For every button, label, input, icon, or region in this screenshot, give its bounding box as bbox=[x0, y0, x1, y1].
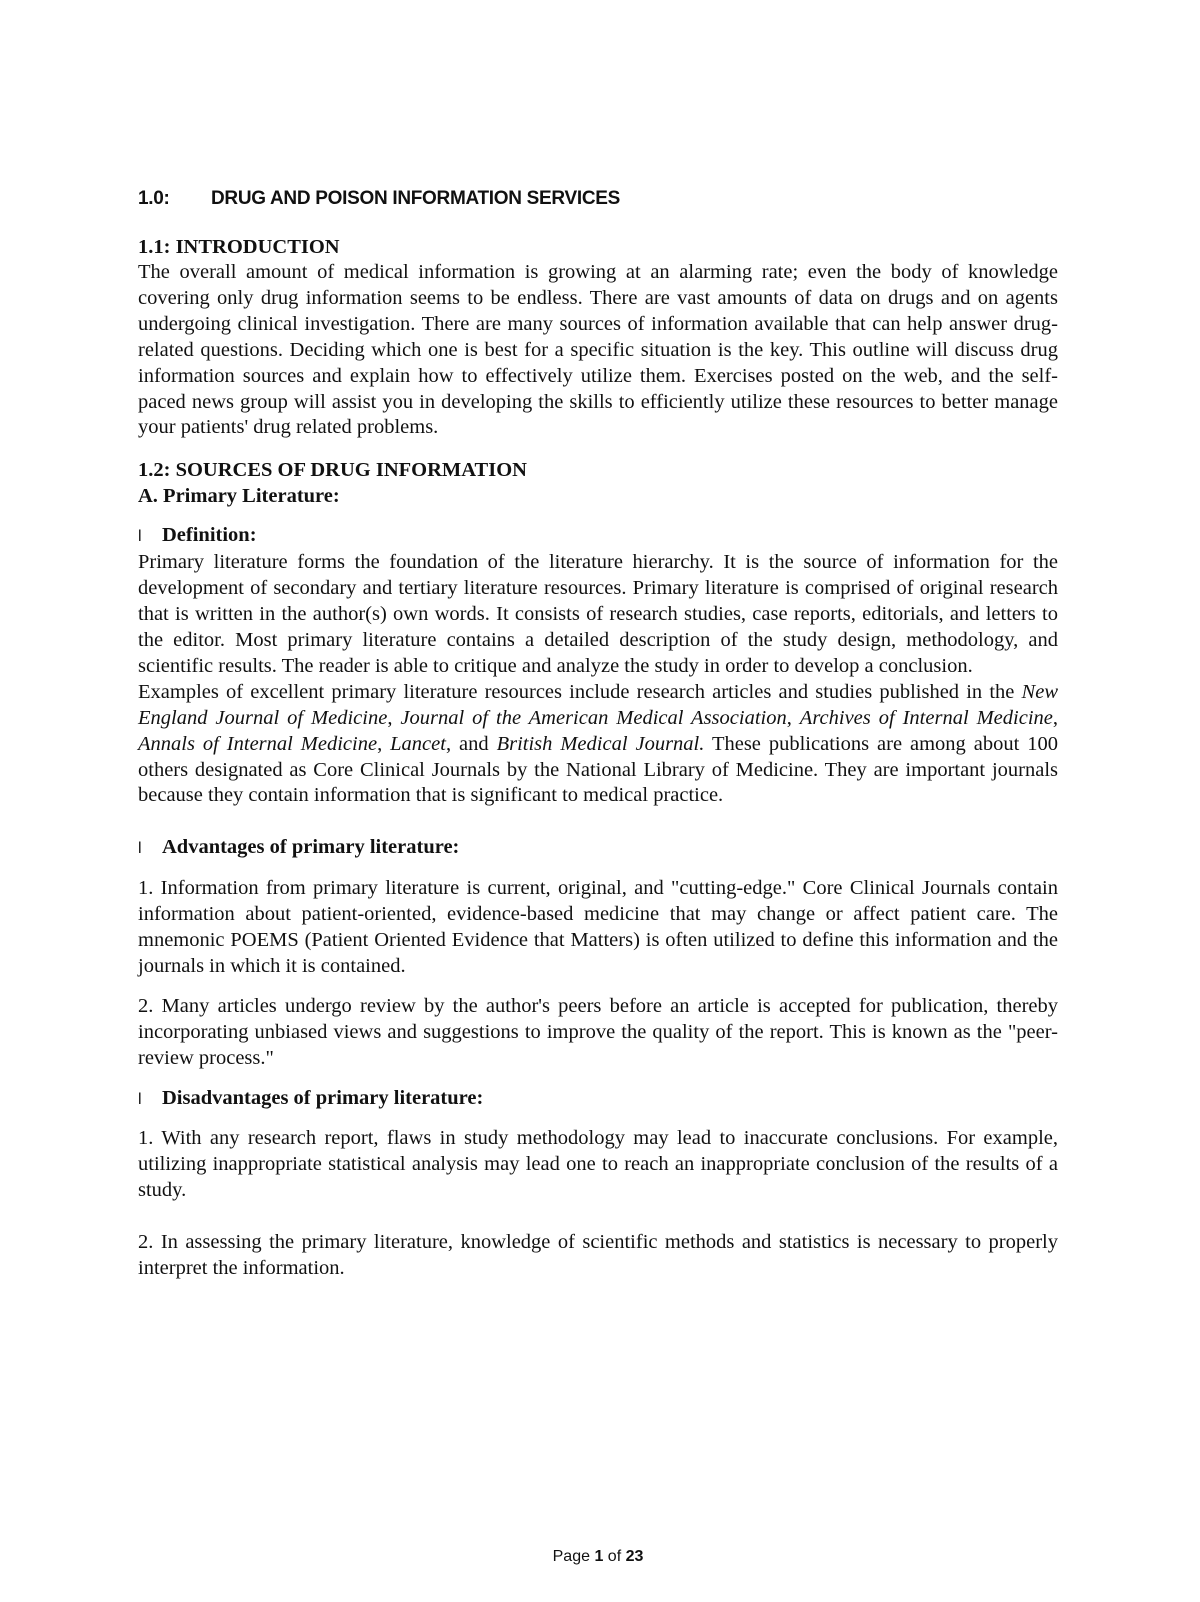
examples-intro: Examples of excellent primary literature resources include research articles and studies published in the bbox=[138, 680, 1022, 703]
advantages-heading bbox=[138, 835, 1058, 862]
separator: , and bbox=[445, 732, 497, 755]
primary-literature-subheading: A. Primary Literature: bbox=[138, 485, 340, 508]
journal-nejm: New England Journal of Medicine bbox=[138, 680, 1058, 729]
examples-paragraph bbox=[138, 680, 1058, 810]
definition-label: Definition: bbox=[162, 524, 257, 547]
journal-bmj: British Medical Journal. bbox=[496, 732, 705, 755]
document-body bbox=[138, 234, 1058, 1282]
intro-paragraph: The overall amount of medical information is growing at an alarming rate; even the body of knowledge covering only drug information seems to be endless. There are vast amounts of data on drugs and on agents undergoing clinical investigation. There are many sources of information available that can help answer drug-related questions. Deciding which one is best for a specific situation is the key. This outline will discuss drug information sources and explain how to effectively utilize them. Exercises posted on the web, and the self-paced news group will assist you in developing the skills to efficiently utilize these resources to better manage your patients' drug related problems. bbox=[138, 261, 1058, 439]
separator: , bbox=[1052, 706, 1058, 729]
advantages-label: Advantages of primary literature: bbox=[162, 836, 460, 859]
disadvantage-item-2: 2. In assessing the primary literature, knowledge of scientific methods and statistics is necessary to properly interpret the information. bbox=[138, 1231, 1058, 1280]
journal-jama: Journal of the American Medical Association bbox=[400, 706, 787, 729]
journal-annals: Annals of Internal Medicine bbox=[138, 732, 378, 755]
document-page bbox=[138, 0, 1058, 1602]
page-of: of bbox=[603, 1548, 626, 1565]
advantage-item-1: 1. Information from primary literature is current, original, and "cutting-edge." Core Clinical Journals contain information about patient-oriented, evidence-based medicine that may change or affect patient care. The mnemonic POEMS (Patient Oriented Evidence that Matters) is often utilized to define this information and the journals in which it is contained. bbox=[138, 877, 1058, 977]
chapter-title-text: DRUG AND POISON INFORMATION SERVICES bbox=[211, 188, 620, 209]
definition-heading bbox=[138, 523, 1058, 550]
bullet-icon: l bbox=[138, 1090, 142, 1108]
chapter-number: 1.0: bbox=[138, 188, 170, 209]
journal-archives: Archives of Internal Medicine bbox=[799, 706, 1053, 729]
bullet-icon: l bbox=[138, 840, 142, 858]
examples-outro: These publications are among about 100 others designated as Core Clinical Journals by the National Library of Medicine. They are important journals because they contain information that is significant to medical practice. bbox=[138, 732, 1058, 807]
disadvantage-item-1: 1. With any research report, flaws in study methodology may lead to inaccurate conclusions. For example, utilizing inappropriate statistical analysis may lead one to reach an inappropriate conclusion of the results of a study. bbox=[138, 1127, 1058, 1202]
page-footer bbox=[138, 1548, 1058, 1566]
advantage-item-2: 2. Many articles undergo review by the author's peers before an article is accepted for publication, thereby incorporating unbiased views and suggestions to improve the quality of the report. This is known as the "peer-review process." bbox=[138, 994, 1058, 1069]
bullet-icon: l bbox=[138, 528, 142, 546]
separator: , bbox=[387, 706, 401, 729]
page-total: 23 bbox=[625, 1548, 644, 1565]
disadvantages-label: Disadvantages of primary literature: bbox=[162, 1086, 484, 1109]
chapter-title bbox=[138, 188, 620, 210]
page-current: 1 bbox=[594, 1548, 604, 1565]
definition-paragraph: Primary literature forms the foundation of the literature hierarchy. It is the source of information for the development of secondary and tertiary literature resources. Primary literature is comprised of original research that is written in the author(s) own words. It consists of research studies, case reports, editorials, and letters to the editor. Most primary literature contains a detailed description of the study design, methodology, and scientific results. The reader is able to critique and analyze the study in order to develop a conclusion. bbox=[138, 551, 1058, 677]
separator: , bbox=[786, 706, 800, 729]
sources-heading: 1.2: SOURCES OF DRUG INFORMATION bbox=[138, 459, 527, 482]
journal-lancet: Lancet bbox=[390, 732, 446, 755]
separator: , bbox=[377, 732, 391, 755]
intro-heading: 1.1: INTRODUCTION bbox=[138, 236, 340, 258]
page-prefix: Page bbox=[552, 1548, 595, 1565]
disadvantages-heading bbox=[138, 1086, 1058, 1113]
